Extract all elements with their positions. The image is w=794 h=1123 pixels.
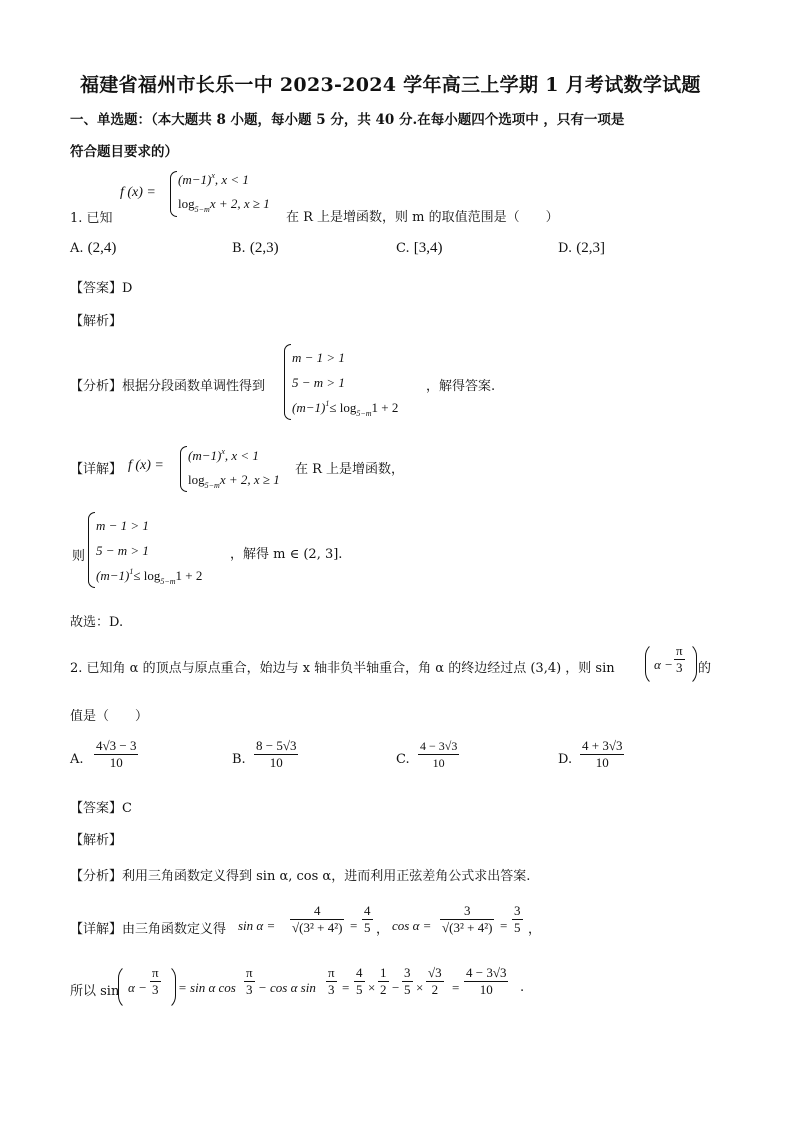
q2-f1 — [354, 965, 365, 998]
q1-detail-label: 【详解】 — [70, 462, 123, 477]
q1-detail-case1 — [188, 448, 259, 464]
q2-option-b — [254, 738, 298, 771]
q2-stem-line2: 值是（ ） — [70, 709, 149, 724]
q1-detail-fx: f (x) = — [128, 458, 164, 473]
q2-option-a-label: A. — [70, 752, 84, 767]
q2-sin-num: 4 — [290, 903, 344, 920]
q1-option-d-label: D. — [558, 241, 573, 256]
q1-detail-brace — [180, 446, 187, 492]
q2-f4-num: √3 — [428, 965, 442, 980]
q2-cos-num: 3 — [440, 903, 494, 920]
q2-final-pi: π — [152, 965, 159, 980]
q2-f2-den: 2 — [380, 982, 387, 997]
q1-number: 1. 已知 — [70, 211, 113, 226]
q1-then-sys1: m − 1 > 1 — [96, 518, 149, 533]
q1-option-c — [396, 240, 443, 257]
q2-cos-eq: = — [500, 918, 508, 933]
q1-then-sys3-rest: 1 + 2 — [175, 568, 203, 583]
q2-f1-num: 4 — [356, 965, 363, 980]
q2-sin-value-num: 4 — [364, 903, 371, 918]
q1-then-sys3-log: ≤ log — [133, 568, 161, 583]
q2-fenxi: 【分析】利用三角函数定义得到 sin α, cos α，进而利用正弦差角公式求出答案. — [70, 869, 531, 884]
q2-cos-frac — [440, 903, 494, 936]
q1-detail-case1-base: (m−1) — [188, 448, 222, 463]
q2-times1: × — [368, 980, 376, 995]
q2-final-frac — [464, 965, 508, 998]
q2-cos-value — [512, 903, 523, 936]
q1-case2-log: log — [178, 196, 195, 211]
q2-final-arg: α − — [128, 980, 147, 995]
q2-pi: π — [676, 643, 683, 658]
q2-comma: ， — [376, 922, 390, 937]
q2-f2-num: 1 — [380, 965, 387, 980]
q2-cos-den: √(3² + 4²) — [442, 920, 493, 935]
q2-final-den: 10 — [479, 982, 493, 997]
page-title: 福建省福州市长乐一中 2023-2024 学年高三上学期 1 月考试数学试题 — [80, 74, 701, 96]
q2-final-paren — [118, 964, 176, 1010]
q1-option-c-label: C. — [396, 241, 410, 256]
q2-sin-den: √(3² + 4²) — [292, 920, 343, 935]
q2-de: 的 — [698, 661, 712, 676]
q1-fenxi-label: 【分析】根据分段函数单调性得到 — [70, 379, 266, 394]
q2-arg: α − — [654, 657, 673, 672]
q2-sin-value — [362, 903, 373, 936]
q2-sin-value-den: 5 — [364, 920, 371, 935]
q2-exp1-three: 3 — [246, 982, 253, 997]
q1-case2-base: 5−m — [194, 205, 210, 214]
q2-f2 — [378, 965, 389, 998]
q1-option-d-value: (2,3] — [576, 240, 605, 256]
q1-case1-exp: x — [211, 171, 215, 180]
q1-case1-cond: , x < 1 — [214, 172, 249, 187]
q1-detail-case2-rest: x + 2, x ≥ 1 — [219, 472, 280, 487]
q1-then-sys2: 5 − m > 1 — [96, 543, 149, 558]
q2-stem-line1: 2. 已知角 α 的顶点与原点重合，始边与 x 轴非负半轴重合，角 α 的终边经过点 (3,4) ，则 sin — [70, 661, 615, 676]
q2-option-c-den: 10 — [432, 756, 445, 770]
q2-detail-label: 【详解】由三角函数定义得 — [70, 922, 227, 937]
q1-option-a — [70, 240, 116, 257]
q2-cos-lhs: cos α = — [392, 918, 432, 933]
q1-case1-base: (m−1) — [178, 172, 212, 187]
q1-option-a-value: (2,4) — [87, 240, 117, 256]
q2-final-three: 3 — [152, 982, 159, 997]
q1-detail-case2-log: log — [188, 472, 205, 487]
q1-option-b — [232, 240, 279, 257]
q2-f4 — [426, 965, 444, 998]
q2-exp2-pi: π — [328, 965, 335, 980]
q2-exp1-pi: π — [246, 965, 253, 980]
q1-option-d — [558, 240, 605, 257]
q2-option-a-den: 10 — [109, 755, 123, 770]
q1-stem-tail: 在 R 上是增函数，则 m 的取值范围是（ ） — [286, 210, 559, 225]
q1-option-a-label: A. — [70, 241, 84, 256]
section-heading-line1: 一、单选题：（本大题共 8 小题，每小题 5 分，共 40 分.在每小题四个选项中 ，只有一项是 — [70, 112, 625, 128]
q2-times2: × — [416, 980, 424, 995]
q2-option-c-label: C. — [396, 752, 410, 767]
q1-fenxi-sys1: m − 1 > 1 — [292, 350, 345, 365]
q1-choose: 故选：D. — [70, 615, 124, 630]
q1-detail-case1-cond: , x < 1 — [224, 448, 259, 463]
q1-then-brace — [88, 512, 95, 588]
q1-case2 — [178, 196, 270, 212]
q2-option-c — [418, 738, 459, 771]
section-heading-line2: 符合题目要求的） — [70, 144, 178, 160]
q2-option-c-num: 4 − 3√3 — [420, 739, 458, 753]
q2-minus: − — [392, 980, 400, 995]
q1-solve: ，解得 m ∈ (2, 3]. — [230, 547, 343, 562]
q2-option-a — [94, 738, 138, 771]
q1-fenxi-sys3-rest: 1 + 2 — [371, 400, 399, 415]
q2-end-comma: ， — [528, 922, 542, 937]
q1-fenxi-sys3-logbase: 5−m — [356, 409, 372, 418]
q2-three: 3 — [676, 660, 683, 675]
q1-option-c-value: [3,4) — [413, 240, 443, 256]
q2-option-b-den: 10 — [269, 755, 283, 770]
q2-analysis-tag: 【解析】 — [70, 833, 123, 848]
q2-final-dot: . — [520, 980, 525, 995]
q2-exp2: − cos α sin — [258, 980, 316, 995]
q1-then: 则 — [72, 549, 86, 564]
q1-detail-case1-exp: x — [221, 447, 225, 456]
q1-fenxi-sys3 — [292, 400, 398, 416]
q1-fenxi-tail: ，解得答案. — [426, 379, 496, 394]
q2-f3 — [402, 965, 413, 998]
q2-option-a-num: 4√3 − 3 — [96, 738, 137, 753]
q1-option-b-label: B. — [232, 241, 246, 256]
q1-fenxi-sys3-base: (m−1) — [292, 400, 326, 415]
q1-detail-case2 — [188, 472, 280, 488]
q1-analysis-tag: 【解析】 — [70, 314, 123, 329]
q1-answer: 【答案】D — [70, 281, 133, 296]
q2-sin-frac — [290, 903, 344, 936]
q1-then-sys3-exp: 1 — [129, 567, 134, 576]
q1-fenxi-sys2: 5 − m > 1 — [292, 375, 345, 390]
q2-final-num: 4 − 3√3 — [466, 965, 507, 980]
q2-option-d-label: D. — [558, 752, 573, 767]
q2-cos-value-num: 3 — [514, 903, 521, 918]
q2-final-pi3 — [150, 965, 161, 998]
q1-detail-case2-base: 5−m — [204, 481, 220, 490]
q2-option-b-num: 8 − 5√3 — [256, 738, 297, 753]
q1-brace — [170, 171, 177, 217]
q1-fenxi-sys3-log: ≤ log — [329, 400, 357, 415]
q2-f3-num: 3 — [404, 965, 411, 980]
q2-f1-den: 5 — [356, 982, 363, 997]
q1-fx: f (x) = — [120, 185, 156, 200]
q2-exp2-three: 3 — [328, 982, 335, 997]
q1-then-sys3 — [96, 568, 202, 584]
q2-sin-eq: = — [350, 918, 358, 933]
q1-detail-tail: 在 R 上是增函数， — [295, 462, 405, 477]
q1-option-b-value: (2,3) — [249, 240, 279, 256]
q2-exp2-frac — [326, 965, 337, 998]
q2-option-b-label: B. — [232, 752, 246, 767]
q1-fenxi-sys3-exp: 1 — [325, 399, 330, 408]
q2-exp1-frac — [244, 965, 255, 998]
q2-cos-value-den: 5 — [514, 920, 521, 935]
q1-then-sys3-logbase: 5−m — [160, 577, 176, 586]
q2-sin-lhs: sin α = — [238, 918, 276, 933]
q2-pi-over-3 — [674, 643, 685, 676]
q1-case2-rest: x + 2, x ≥ 1 — [209, 196, 270, 211]
q2-f3-den: 5 — [404, 982, 411, 997]
q1-case1 — [178, 172, 249, 188]
q2-f4-den: 2 — [431, 982, 439, 997]
q2-exp1: = sin α cos — [178, 980, 236, 995]
q2-option-d-num: 4 + 3√3 — [582, 738, 623, 753]
q2-answer: 【答案】C — [70, 801, 132, 816]
q1-then-sys3-base: (m−1) — [96, 568, 130, 583]
q2-exp3: = — [342, 980, 350, 995]
q2-option-d-den: 10 — [595, 755, 609, 770]
q2-option-d — [580, 738, 624, 771]
q2-so: 所以 sin — [70, 984, 120, 999]
q1-fenxi-brace — [284, 344, 291, 420]
q2-final-eq: = — [452, 980, 460, 995]
